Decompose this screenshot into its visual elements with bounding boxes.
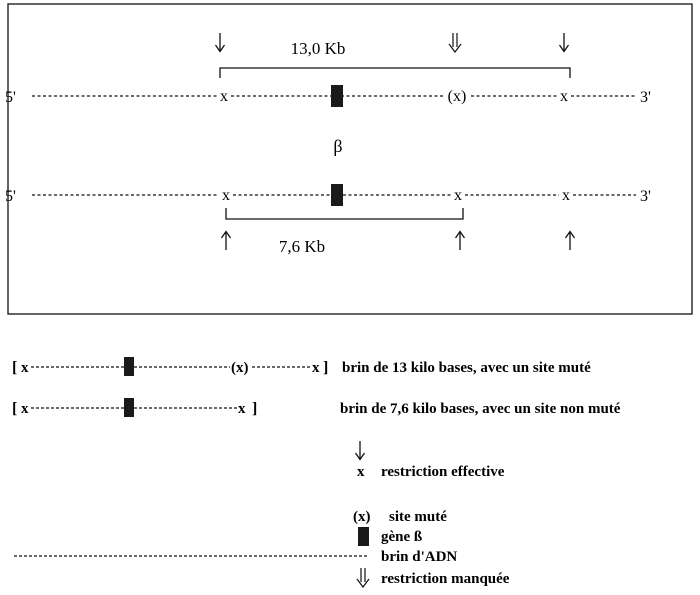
size-bracket-13kb bbox=[220, 68, 570, 78]
mutated-site: (x) bbox=[231, 360, 249, 376]
restriction-site: x bbox=[560, 88, 568, 105]
restriction-site: x bbox=[454, 187, 462, 204]
size-label-7-6kb: 7,6 Kb bbox=[278, 237, 326, 256]
legend-caption: brin de 7,6 kilo bases, avec un site non muté bbox=[340, 401, 621, 417]
restriction-site: x bbox=[562, 187, 570, 204]
gene-beta-block bbox=[331, 85, 343, 107]
gene-beta-label: β bbox=[333, 136, 343, 156]
legend-strand-7-6kb bbox=[12, 398, 621, 417]
diagram-frame bbox=[8, 4, 692, 314]
gene-beta-block bbox=[331, 184, 343, 206]
restriction-site: x bbox=[222, 187, 230, 204]
restriction-site: x bbox=[21, 360, 29, 376]
restriction-site: x bbox=[312, 360, 320, 376]
size-label-13kb: 13,0 Kb bbox=[290, 39, 346, 58]
gene-beta-block bbox=[124, 398, 134, 417]
five-prime-end: 5' bbox=[5, 188, 16, 205]
bracket-open: [ bbox=[12, 359, 18, 376]
restriction-site: x bbox=[21, 401, 29, 417]
legend-caption: gène ß bbox=[381, 529, 423, 545]
mutated-site: (x) bbox=[447, 88, 467, 105]
strand-bottom bbox=[5, 184, 651, 256]
gene-beta-block bbox=[358, 527, 369, 546]
arrow-down-icon bbox=[356, 441, 365, 460]
bracket-open: [ bbox=[12, 400, 18, 417]
legend-caption: brin de 13 kilo bases, avec un site muté bbox=[342, 360, 591, 376]
double-arrow-down-icon bbox=[449, 33, 461, 52]
restriction-site: x bbox=[220, 88, 228, 105]
legend-caption: brin d'ADN bbox=[381, 549, 458, 565]
arrow-down-icon bbox=[216, 33, 225, 52]
gene-beta-block bbox=[124, 357, 134, 376]
legend-caption: restriction manquée bbox=[381, 571, 510, 587]
arrow-up-icon bbox=[566, 232, 575, 251]
legend bbox=[12, 357, 621, 587]
three-prime-end: 3' bbox=[640, 89, 651, 106]
bracket-close: ] bbox=[323, 359, 329, 376]
arrow-up-icon bbox=[222, 232, 231, 251]
size-bracket-7-6kb bbox=[226, 208, 463, 219]
legend-caption: restriction effective bbox=[381, 464, 505, 480]
double-arrow-down-icon bbox=[357, 568, 369, 587]
arrow-up-icon bbox=[456, 232, 465, 251]
legend-caption: site muté bbox=[389, 509, 447, 525]
legend-symbol-site: x bbox=[357, 464, 365, 480]
arrow-down-icon bbox=[560, 33, 569, 52]
bracket-close: ] bbox=[252, 400, 258, 417]
restriction-site: x bbox=[238, 401, 246, 417]
legend-strand-13kb bbox=[12, 357, 591, 376]
three-prime-end: 3' bbox=[640, 188, 651, 205]
legend-symbol-mutated-site: (x) bbox=[353, 509, 371, 525]
five-prime-end: 5' bbox=[5, 89, 16, 106]
strand-top bbox=[5, 33, 651, 107]
